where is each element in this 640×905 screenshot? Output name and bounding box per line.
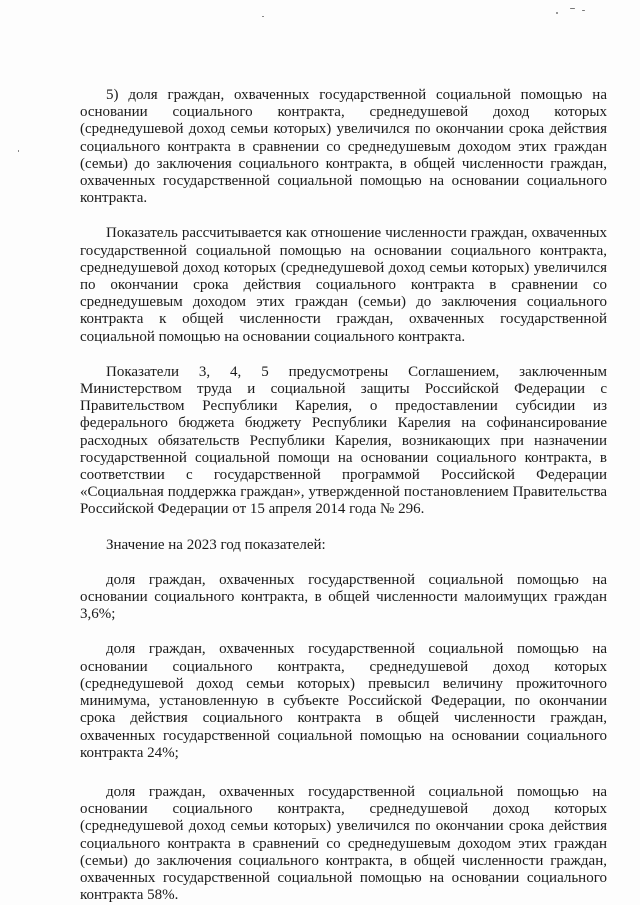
scan-speck [18,150,19,152]
scan-speck [262,16,264,17]
paragraph-values-heading: Значение на 2023 год показателей: [106,536,326,553]
scan-speck [582,10,585,11]
paragraph-calculation-method: Показатель рассчитывается как отношение численности граждан, охваченных государственной социальной помощью на основании социального контракта, среднедушевой доход которых (среднедушевой доход семьи которых) увеличился по окончании срока действия социального контракта в сравнении со среднедушевым доходом этих граждан (семьи) до заключения социального контракта к общей численности граждан, охваченных государственной социальной помощью на основании социального контракта. [80,225,607,345]
paragraph-agreement: Показатели 3, 4, 5 предусмотрены Соглашением, заключенным Министерством труда и социальной защиты Российской Федерации с Правительством Республики Карелия, о предоставлении субсидии из федерального бюджета бюджету Республики Карелия на софинансирование расходных обязательств Республики Карелия, возникающих при назначении государственной социальной помощи на основании социального контракта, в соответствии с государственной программой Российской Федерации «Социальная поддержка граждан», утвержденной постановлением Правительства Российской Федерации от 15 апреля 2014 года № 296. [80,363,607,518]
paragraph-value-above-minimum: доля граждан, охваченных государственной социальной помощью на основании социального контракта, среднедушевой доход которых (среднедушевой доход семьи которых) превысил величину прожиточного минимума, установленную в субъекте Российской Федерации, по окончании срока действия социального контракта в общей численности граждан, охваченных государственной социальной помощью на основании социального контракта 24%; [80,641,607,761]
paragraph-value-low-income: доля граждан, охваченных государственной социальной помощью на основании социального контракта, в общей численности малоимущих граждан 3,6%; [80,571,607,623]
scan-speck [556,12,558,14]
paragraph-value-income-increase: доля граждан, охваченных государственной социальной помощью на основании социального контракта, среднедушевой доход которых (среднедушевой доход семьи которых) увеличился по окончании срока действия социального контракта в сравнении со среднедушевым доходом этих граждан (семьи) до заключения социального контракта, в общей численности граждан, охваченных государственной социальной помощью на основании социального контракта 58%. [80,783,607,904]
document-body [80,87,607,904]
paragraph-indicator-5: 5) доля граждан, охваченных государственной социальной помощью на основании социального контракта, среднедушевой доход которых (среднедушевой доход семьи которых) увеличился по окончании срока действия социального контракта в сравнении со среднедушевым доходом этих граждан (семьи) до заключения социального контракта, в общей численности граждан, охваченных государственной социальной помощью на основании социального контракта. [80,87,607,207]
scan-speck [570,8,575,9]
